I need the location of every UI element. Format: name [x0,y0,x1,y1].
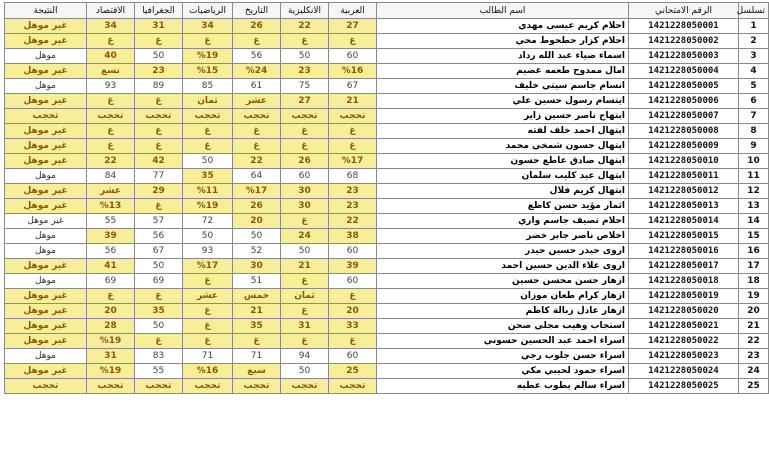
header-arabic: العربية [329,3,377,19]
result-cell: موهل [5,229,87,244]
arabic-grade-cell: %17 [329,154,377,169]
english-grade-cell: غ [281,304,329,319]
arabic-grade-cell: 60 [329,349,377,364]
arabic-grade-cell: 20 [329,304,377,319]
math-grade-cell: %15 [183,64,233,79]
student-name-cell: ايتسام رسول حسين علي [377,94,629,109]
math-grade-cell: 34 [183,19,233,34]
history-grade-cell: سبع [233,364,281,379]
economics-grade-cell: 39 [87,229,135,244]
economics-grade-cell: 69 [87,274,135,289]
math-grade-cell: %16 [183,364,233,379]
arabic-grade-cell: 60 [329,244,377,259]
history-grade-cell: 64 [233,169,281,184]
table-row [5,229,769,244]
history-grade-cell: 20 [233,214,281,229]
english-grade-cell: 94 [281,349,329,364]
economics-grade-cell: 28 [87,319,135,334]
student-name-cell: اروى علاء الدين حسين احمد [377,259,629,274]
history-grade-cell: خمس [233,289,281,304]
economics-grade-cell: 56 [87,244,135,259]
student-name-cell: اسراء احمد عبد الحسين حسوني [377,334,629,349]
student-name-cell: ازهار كرام طعان موزان [377,289,629,304]
result-cell: غير موهل [5,364,87,379]
economics-grade-cell: غ [87,94,135,109]
geography-grade-cell: 42 [135,154,183,169]
exam-number-cell: 1421228050015 [629,229,739,244]
economics-grade-cell: 34 [87,19,135,34]
math-grade-cell: غ [183,124,233,139]
math-grade-cell: 85 [183,79,233,94]
economics-grade-cell: غ [87,124,135,139]
math-grade-cell: 72 [183,214,233,229]
table-row [5,34,769,49]
header-seq: تسلسل [739,3,769,19]
history-grade-cell: 26 [233,19,281,34]
arabic-grade-cell: 21 [329,94,377,109]
seq-cell: 14 [739,214,769,229]
result-cell: غير موهل [5,319,87,334]
table-row [5,94,769,109]
seq-cell: 2 [739,34,769,49]
student-name-cell: ازهار حسن محسن حسين [377,274,629,289]
table-row [5,364,769,379]
result-cell: غير موهل [5,184,87,199]
seq-cell: 1 [739,19,769,34]
exam-number-cell: 1421228050016 [629,244,739,259]
student-name-cell: ابتهاج ناصر حسين زاير [377,109,629,124]
math-grade-cell: 50 [183,154,233,169]
geography-grade-cell: 29 [135,184,183,199]
math-grade-cell: 93 [183,244,233,259]
student-name-cell: اسراء سالم يطوب عطيه [377,379,629,394]
student-name-cell: ابتهال عبد كليب سلمان [377,169,629,184]
arabic-grade-cell: 23 [329,199,377,214]
result-cell: موهل [5,169,87,184]
student-name-cell: امال ممدوح طعمه غضيم [377,64,629,79]
geography-grade-cell: غ [135,289,183,304]
math-grade-cell: غ [183,319,233,334]
seq-cell: 4 [739,64,769,79]
table-row [5,154,769,169]
exam-number-cell: 1421228050002 [629,34,739,49]
arabic-grade-cell: %16 [329,64,377,79]
result-cell: موهل [5,274,87,289]
geography-grade-cell: 56 [135,229,183,244]
english-grade-cell: 50 [281,49,329,64]
result-cell: غير موهل [5,154,87,169]
geography-grade-cell: 50 [135,319,183,334]
english-grade-cell: غ [281,34,329,49]
english-grade-cell: غ [281,334,329,349]
header-exam-number: الرقم الامتحاني [629,3,739,19]
history-grade-cell: 71 [233,349,281,364]
exam-number-cell: 1421228050005 [629,79,739,94]
geography-grade-cell: 35 [135,304,183,319]
geography-grade-cell: 69 [135,274,183,289]
english-grade-cell: 60 [281,169,329,184]
geography-grade-cell: 77 [135,169,183,184]
geography-grade-cell: غ [135,139,183,154]
table-row [5,19,769,34]
student-name-cell: استجاب وهيب مجلي صحن [377,319,629,334]
seq-cell: 6 [739,94,769,109]
student-name-cell: اسماء ضياء عبد الله رداد [377,49,629,64]
result-cell: غير موهل [5,259,87,274]
geography-grade-cell: تحجب [135,379,183,394]
table-row [5,274,769,289]
math-grade-cell: %11 [183,184,233,199]
seq-cell: 9 [739,139,769,154]
history-grade-cell: 30 [233,259,281,274]
table-row [5,184,769,199]
economics-grade-cell: 31 [87,349,135,364]
economics-grade-cell: %13 [87,199,135,214]
result-cell: غير موهل [5,19,87,34]
arabic-grade-cell: غ [329,124,377,139]
geography-grade-cell: 67 [135,244,183,259]
english-grade-cell: 75 [281,79,329,94]
english-grade-cell: 30 [281,184,329,199]
exam-number-cell: 1421228050009 [629,139,739,154]
header-result: النتيجة [5,3,87,19]
seq-cell: 20 [739,304,769,319]
student-name-cell: ابتهال احمد خلف لفته [377,124,629,139]
history-grade-cell: 26 [233,199,281,214]
math-grade-cell: %19 [183,199,233,214]
economics-grade-cell: 22 [87,154,135,169]
table-row [5,244,769,259]
table-row [5,379,769,394]
seq-cell: 3 [739,49,769,64]
exam-number-cell: 1421228050023 [629,349,739,364]
exam-number-cell: 1421228050012 [629,184,739,199]
economics-grade-cell: تسع [87,64,135,79]
history-grade-cell: 56 [233,49,281,64]
economics-grade-cell: 41 [87,259,135,274]
arabic-grade-cell: 68 [329,169,377,184]
table-row [5,319,769,334]
history-grade-cell: 52 [233,244,281,259]
result-cell: موهل [5,49,87,64]
student-name-cell: ازهار عادل زبالة كاظم [377,304,629,319]
history-grade-cell: 51 [233,274,281,289]
result-cell: غير موهل [5,139,87,154]
header-row [5,3,769,19]
seq-cell: 16 [739,244,769,259]
seq-cell: 19 [739,289,769,304]
result-cell: تحجب [5,109,87,124]
arabic-grade-cell: غ [329,289,377,304]
history-grade-cell: غ [233,34,281,49]
table-row [5,79,769,94]
table-row [5,169,769,184]
math-grade-cell: 71 [183,349,233,364]
geography-grade-cell: تحجب [135,109,183,124]
exam-number-cell: 1421228050001 [629,19,739,34]
table-body [5,19,769,394]
english-grade-cell: تحجب [281,109,329,124]
result-cell: غير موهل [5,124,87,139]
geography-grade-cell: غ [135,334,183,349]
history-grade-cell: عشر [233,94,281,109]
arabic-grade-cell: تحجب [329,379,377,394]
economics-grade-cell: غ [87,34,135,49]
math-grade-cell: %17 [183,259,233,274]
exam-number-cell: 1421228050020 [629,304,739,319]
student-name-cell: ابتهال حسون شمخي محمد [377,139,629,154]
seq-cell: 21 [739,319,769,334]
geography-grade-cell: 57 [135,214,183,229]
exam-number-cell: 1421228050010 [629,154,739,169]
english-grade-cell: 50 [281,244,329,259]
result-cell: موهل [5,349,87,364]
exam-number-cell: 1421228050017 [629,259,739,274]
table-row [5,124,769,139]
geography-grade-cell: 50 [135,49,183,64]
geography-grade-cell: غ [135,199,183,214]
english-grade-cell: 30 [281,199,329,214]
student-name-cell: اسراء حمود لحيبي مكي [377,364,629,379]
math-grade-cell: غ [183,34,233,49]
result-cell: غير موهل [5,199,87,214]
history-grade-cell: غ [233,139,281,154]
geography-grade-cell: 31 [135,19,183,34]
english-grade-cell: غ [281,214,329,229]
exam-number-cell: 1421228050025 [629,379,739,394]
table-row [5,199,769,214]
exam-number-cell: 1421228050014 [629,214,739,229]
arabic-grade-cell: 67 [329,79,377,94]
economics-grade-cell: تحجب [87,379,135,394]
history-grade-cell: تحجب [233,379,281,394]
table-row [5,289,769,304]
header-geography: الجغرافيا [135,3,183,19]
exam-number-cell: 1421228050019 [629,289,739,304]
exam-number-cell: 1421228050011 [629,169,739,184]
table-row [5,349,769,364]
arabic-grade-cell: غ [329,139,377,154]
table-row [5,49,769,64]
math-grade-cell: تحجب [183,379,233,394]
english-grade-cell: 27 [281,94,329,109]
math-grade-cell: غ [183,334,233,349]
arabic-grade-cell: 38 [329,229,377,244]
geography-grade-cell: 83 [135,349,183,364]
exam-number-cell: 1421228050006 [629,94,739,109]
result-cell: موهل [5,244,87,259]
result-cell: غير موهل [5,334,87,349]
history-grade-cell: 61 [233,79,281,94]
history-grade-cell: غ [233,334,281,349]
economics-grade-cell: 40 [87,49,135,64]
exam-number-cell: 1421228050021 [629,319,739,334]
geography-grade-cell: غ [135,34,183,49]
student-name-cell: احلام كريم عيسى مهدي [377,19,629,34]
economics-grade-cell: غ [87,139,135,154]
history-grade-cell: 50 [233,229,281,244]
header-economics: الاقتصاد [87,3,135,19]
seq-cell: 8 [739,124,769,139]
english-grade-cell: غ [281,274,329,289]
result-cell: غير موهل [5,94,87,109]
arabic-grade-cell: 27 [329,19,377,34]
math-grade-cell: تحجب [183,109,233,124]
economics-grade-cell: 20 [87,304,135,319]
student-name-cell: احلام كزار حطحوط محي [377,34,629,49]
arabic-grade-cell: 22 [329,214,377,229]
math-grade-cell: غ [183,274,233,289]
exam-number-cell: 1421228050007 [629,109,739,124]
economics-grade-cell: %19 [87,334,135,349]
exam-number-cell: 1421228050008 [629,124,739,139]
english-grade-cell: 21 [281,259,329,274]
header-history: التاريخ [233,3,281,19]
table-row [5,304,769,319]
math-grade-cell: %19 [183,49,233,64]
math-grade-cell: 35 [183,169,233,184]
header-english: الانكليزية [281,3,329,19]
header-math: الرياضيات [183,3,233,19]
exam-number-cell: 1421228050013 [629,199,739,214]
english-grade-cell: 23 [281,64,329,79]
arabic-grade-cell: غ [329,334,377,349]
history-grade-cell: 21 [233,304,281,319]
student-name-cell: انسام جاسم سيتي خليف [377,79,629,94]
english-grade-cell: 26 [281,154,329,169]
seq-cell: 24 [739,364,769,379]
exam-number-cell: 1421228050003 [629,49,739,64]
student-name-cell: اخلاص ناصر جابر خضر [377,229,629,244]
seq-cell: 17 [739,259,769,274]
header-student-name: اسم الطالب [377,3,629,19]
student-name-cell: ابتهال صادق عاطع حسون [377,154,629,169]
seq-cell: 10 [739,154,769,169]
seq-cell: 11 [739,169,769,184]
seq-cell: 23 [739,349,769,364]
result-cell: تحجب [5,379,87,394]
arabic-grade-cell: 60 [329,49,377,64]
arabic-grade-cell: 25 [329,364,377,379]
result-cell: غير موهل [5,64,87,79]
history-grade-cell: تحجب [233,109,281,124]
history-grade-cell: 35 [233,319,281,334]
table-row [5,214,769,229]
geography-grade-cell: 23 [135,64,183,79]
exam-number-cell: 1421228050004 [629,64,739,79]
english-grade-cell: 31 [281,319,329,334]
math-grade-cell: ثمان [183,94,233,109]
table-row [5,334,769,349]
exam-number-cell: 1421228050022 [629,334,739,349]
arabic-grade-cell: غ [329,34,377,49]
results-table [4,2,769,394]
english-grade-cell: غ [281,139,329,154]
arabic-grade-cell: 60 [329,274,377,289]
history-grade-cell: 22 [233,154,281,169]
result-cell: غير موهل [5,304,87,319]
result-cell: غير موهل [5,214,87,229]
economics-grade-cell: 93 [87,79,135,94]
english-grade-cell: 50 [281,364,329,379]
student-name-cell: احلام تصيف جاسم واري [377,214,629,229]
history-grade-cell: غ [233,124,281,139]
math-grade-cell: عشر [183,289,233,304]
seq-cell: 25 [739,379,769,394]
economics-grade-cell: عشر [87,184,135,199]
history-grade-cell: %17 [233,184,281,199]
history-grade-cell: %24 [233,64,281,79]
geography-grade-cell: غ [135,124,183,139]
table-row [5,109,769,124]
seq-cell: 18 [739,274,769,289]
geography-grade-cell: غ [135,94,183,109]
english-grade-cell: تحجب [281,379,329,394]
arabic-grade-cell: تحجب [329,109,377,124]
table-row [5,259,769,274]
seq-cell: 22 [739,334,769,349]
student-name-cell: اروى حيدر حسين حيدر [377,244,629,259]
arabic-grade-cell: 33 [329,319,377,334]
english-grade-cell: 24 [281,229,329,244]
geography-grade-cell: 50 [135,259,183,274]
seq-cell: 5 [739,79,769,94]
table-row [5,64,769,79]
seq-cell: 15 [739,229,769,244]
english-grade-cell: غ [281,124,329,139]
economics-grade-cell: 55 [87,214,135,229]
english-grade-cell: 22 [281,19,329,34]
student-name-cell: اثمار مؤيد حسن كاظع [377,199,629,214]
arabic-grade-cell: 23 [329,184,377,199]
economics-grade-cell: 84 [87,169,135,184]
economics-grade-cell: %19 [87,364,135,379]
seq-cell: 12 [739,184,769,199]
economics-grade-cell: تحجب [87,109,135,124]
table-row [5,139,769,154]
result-cell: غير موهل [5,34,87,49]
geography-grade-cell: 89 [135,79,183,94]
arabic-grade-cell: 39 [329,259,377,274]
seq-cell: 13 [739,199,769,214]
math-grade-cell: غ [183,139,233,154]
result-cell: موهل [5,79,87,94]
exam-number-cell: 1421228050018 [629,274,739,289]
seq-cell: 7 [739,109,769,124]
student-name-cell: ابتهال كريم فلال [377,184,629,199]
economics-grade-cell: غ [87,289,135,304]
geography-grade-cell: 55 [135,364,183,379]
result-cell: غير موهل [5,289,87,304]
student-name-cell: اسراء حسن جلوب رجي [377,349,629,364]
english-grade-cell: ثمان [281,289,329,304]
math-grade-cell: غ [183,304,233,319]
exam-number-cell: 1421228050024 [629,364,739,379]
math-grade-cell: 50 [183,229,233,244]
